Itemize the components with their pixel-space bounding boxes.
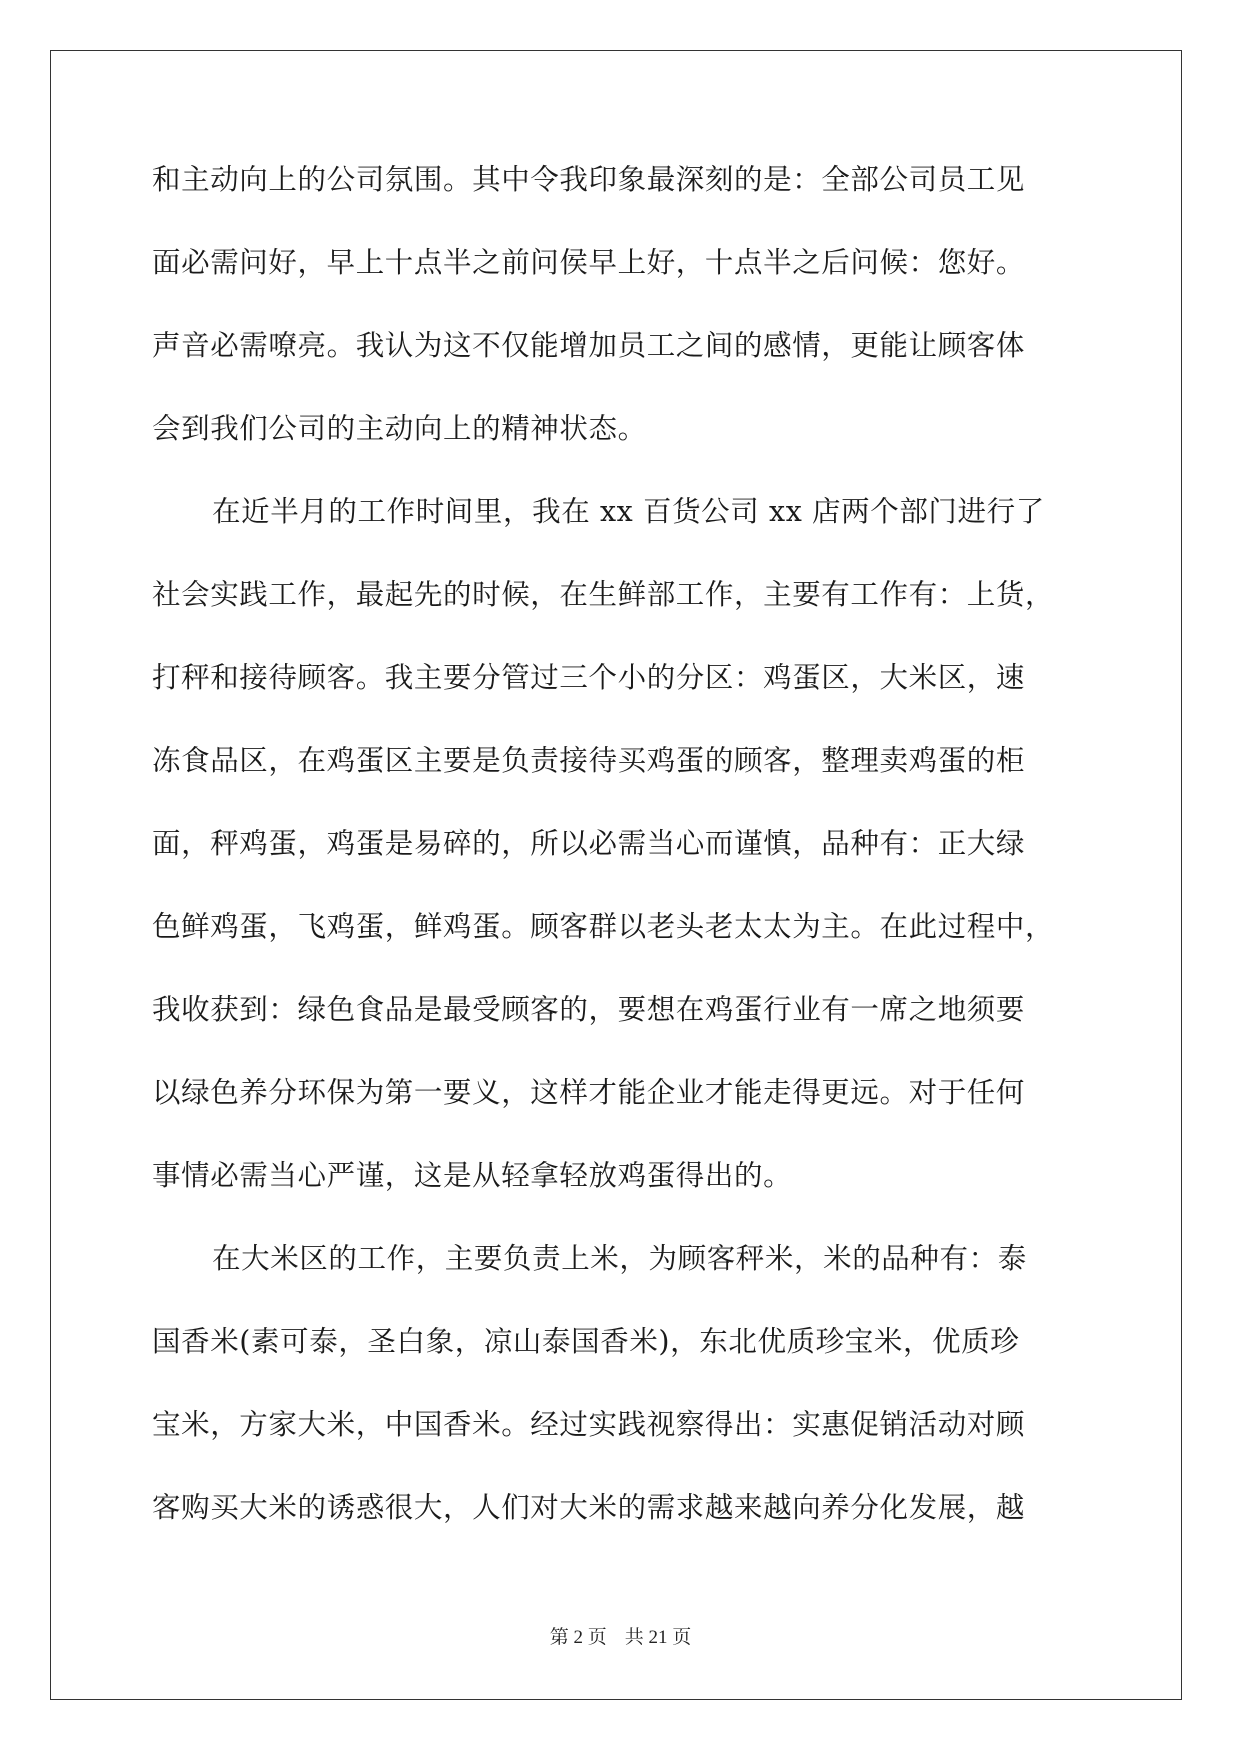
text-line: 我收获到：绿色食品是最受顾客的，要想在鸡蛋行业有一席之地须要 [152,993,1026,1026]
text-line: 社会实践工作，最起先的时候，在生鲜部工作，主要有工作有：上货， [152,578,1055,611]
text-line: 会到我们公司的主动向上的精神状态。 [152,412,647,445]
text-line: 声音必需嘹亮。我认为这不仅能增加员工之间的感情，更能让顾客体 [152,329,1026,362]
text-line: 宝米，方家大米，中国香米。经过实践视察得出：实惠促销活动对顾 [152,1408,1026,1441]
text-line: 和主动向上的公司氛围。其中令我印象最深刻的是：全部公司员工见 [152,163,1026,196]
text-line: 客购买大米的诱惑很大，人们对大米的需求越来越向养分化发展，越 [152,1491,1026,1524]
text-line: 国香米(素可泰，圣白象，凉山泰国香米)，东北优质珍宝米，优质珍 [152,1325,1020,1358]
text-line: 以绿色养分环保为第一要义，这样才能企业才能走得更远。对于任何 [152,1076,1026,1109]
paragraph-first-line: 在大米区的工作，主要负责上米，为顾客秤米，米的品种有：泰 [212,1242,1027,1275]
text-line: 面必需问好，早上十点半之前问侯早上好，十点半之后问候：您好。 [152,246,1026,279]
text-line: 色鲜鸡蛋，飞鸡蛋，鲜鸡蛋。顾客群以老头老太太为主。在此过程中， [152,910,1055,943]
paragraph-first-line: 在近半月的工作时间里，我在 xx 百货公司 xx 店两个部门进行了 [212,495,1045,528]
page-total: 共 21 页 [624,1627,692,1648]
page-number: 第 2 页 [549,1627,607,1648]
page-footer [0,1622,1241,1649]
text-line: 打秤和接待顾客。我主要分管过三个小的分区：鸡蛋区，大米区，速 [152,661,1026,694]
text-line: 面，秤鸡蛋，鸡蛋是易碎的，所以必需当心而谨慎，品种有：正大绿 [152,827,1026,860]
text-line: 冻食品区，在鸡蛋区主要是负责接待买鸡蛋的顾客，整理卖鸡蛋的柜 [152,744,1026,777]
text-line: 事情必需当心严谨，这是从轻拿轻放鸡蛋得出的。 [152,1159,793,1192]
document-body [152,160,1092,1571]
